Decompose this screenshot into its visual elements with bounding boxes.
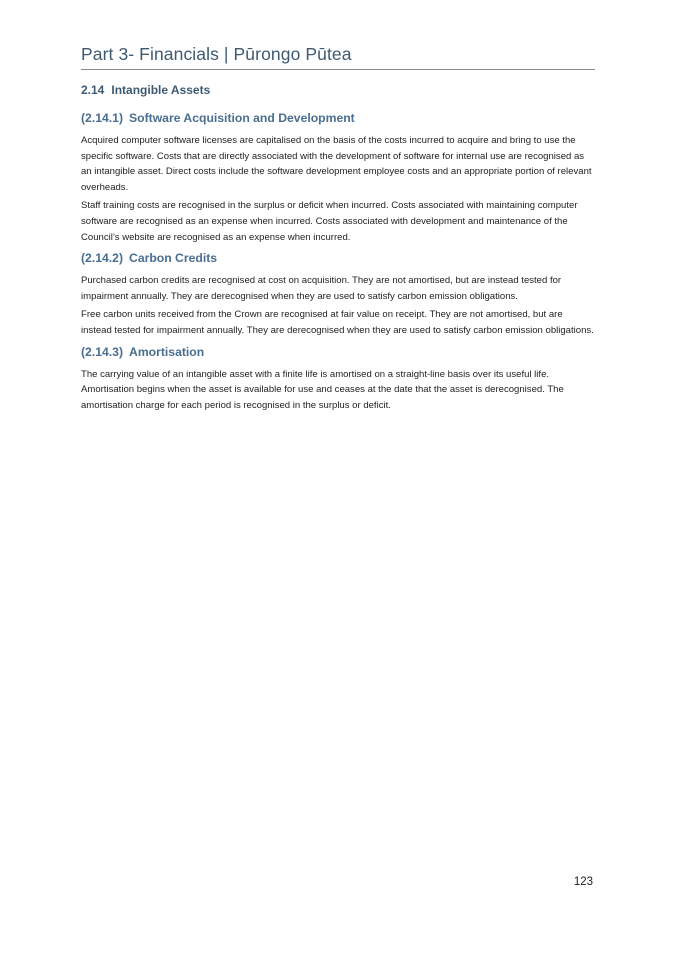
section-title: Intangible Assets xyxy=(111,83,211,97)
running-header: Part 3- Financials | Pūrongo Pūtea xyxy=(81,44,352,64)
subsection-carbon-credits xyxy=(81,249,595,338)
header-divider xyxy=(81,69,595,70)
paragraph: Acquired computer software licenses are capitalised on the basis of the costs incurred to acquire and bring to use the specific software. Costs that are directly associated with the development of software for internal use are recognised as an intangible asset. Direct costs include the software development employee costs and an appropriate portion of relevant overheads. xyxy=(81,135,592,193)
page-content xyxy=(81,82,595,417)
subsection-number: (2.14.3) xyxy=(81,344,124,359)
section-number: 2.14 xyxy=(81,83,105,97)
subsection-number: (2.14.1) xyxy=(81,111,124,125)
paragraph: The carrying value of an intangible asset with a finite life is amortised on a straight-line basis over its useful life. Amortisation begins when the asset is available for use and ceases at the date that the asset is derecognised. The amortisation charge for each period is recognised in the surplus or deficit. xyxy=(81,368,564,411)
subsection-number: (2.14.2) xyxy=(81,251,124,266)
paragraph: Staff training costs are recognised in the surplus or deficit when incurred. Costs associated with maintaining computer software are recognised as an expense when incurred. Costs associated with development and maintenance of the Council’s website are recognised as an expense when incurred. xyxy=(81,200,578,243)
subsection-title: Carbon Credits xyxy=(129,251,218,266)
section-heading xyxy=(81,82,595,98)
subsection-title: Software Acquisition and Development xyxy=(129,111,355,125)
subsection-amortisation xyxy=(81,343,595,414)
subsection-title: Amortisation xyxy=(129,344,205,359)
paragraph: Free carbon units received from the Crown are recognised at fair value on receipt. They are not amortised, but are instead tested for impairment annually. They are derecognised when they are used to satisfy carbon emission obligations. xyxy=(81,309,594,336)
page-number: 123 xyxy=(573,876,593,888)
paragraph: Purchased carbon credits are recognised at cost on acquisition. They are not amortised, but are instead tested for impairment annually. They are derecognised when they are used to satisfy carbon emission obligations. xyxy=(81,275,562,302)
subsection-heading xyxy=(81,249,595,267)
subsection-heading xyxy=(81,109,595,127)
subsection-software xyxy=(81,109,595,245)
subsection-heading xyxy=(81,343,595,361)
